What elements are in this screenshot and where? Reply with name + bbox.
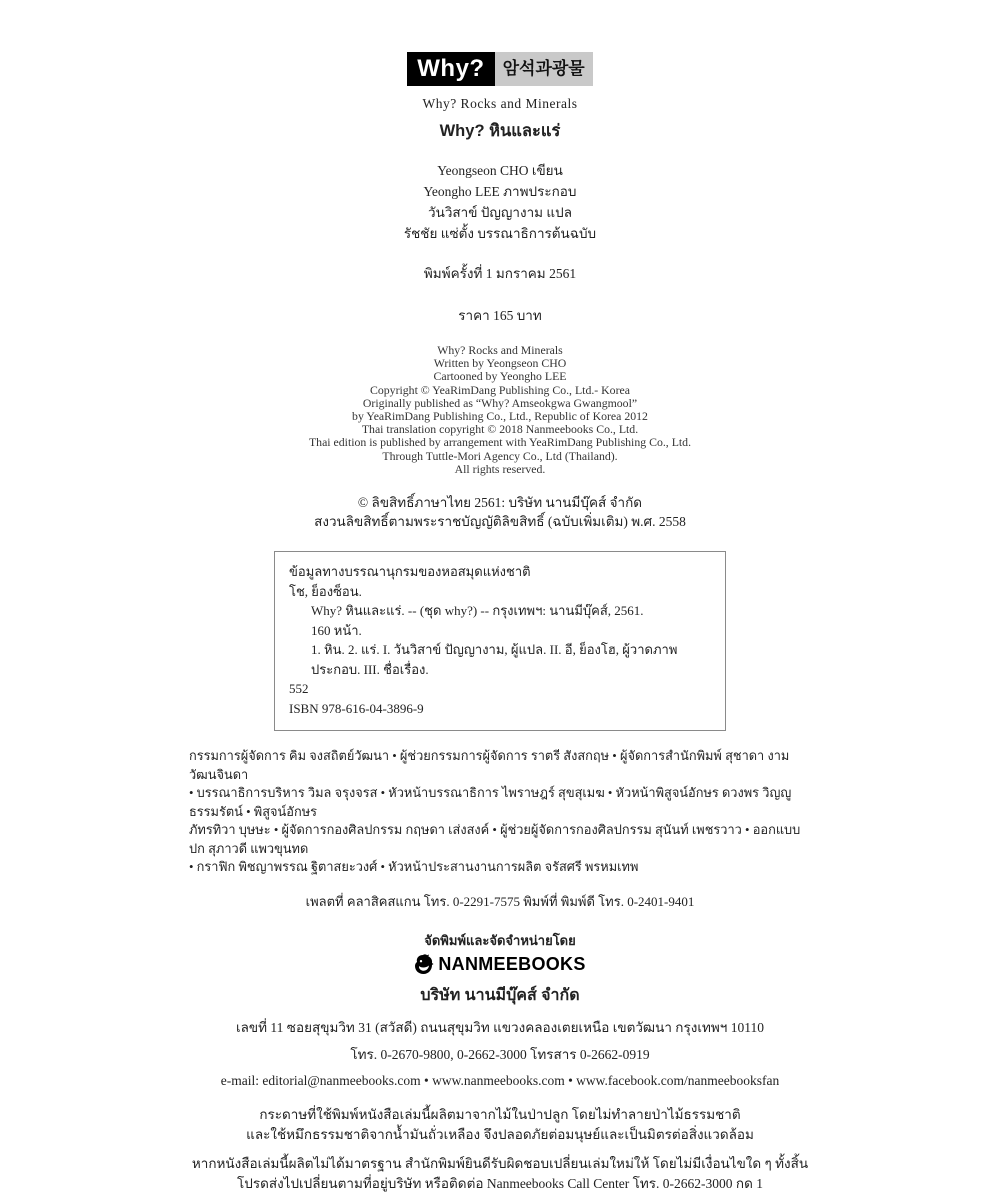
credit-author: Yeongseon CHO เขียน bbox=[437, 163, 563, 178]
copyright-en-line: Why? Rocks and Minerals bbox=[437, 343, 563, 357]
paper-note-line: กระดาษที่ใช้พิมพ์หนังสือเล่มนี้ผลิตมาจากไม้ในป่าปลูก โดยไม่ทำลายป่าไม้ธรรมชาติ bbox=[259, 1106, 741, 1122]
staff-credits bbox=[189, 747, 811, 877]
copyright-en-line: Copyright © YeaRimDang Publishing Co., Ltd.- Korea bbox=[370, 382, 630, 397]
guarantee-note bbox=[0, 1154, 1000, 1194]
why-logo-korean-text: 암석과광물 bbox=[495, 52, 593, 86]
copyright-th-line: สงวนลิขสิทธิ์ตามพระราชบัญญัติลิขสิทธิ์ (ฉบับเพิ่มเติม) พ.ศ. 2558 bbox=[314, 514, 686, 530]
cip-ddc-number: 552 bbox=[289, 681, 309, 697]
copyright-en-line: by YeaRimDang Publishing Co., Ltd., Republic of Korea 2012 bbox=[352, 409, 648, 424]
publisher-phone: โทร. 0-2670-9800, 0-2662-3000 โทรสาร 0-2662-0919 bbox=[350, 1046, 650, 1062]
credit-illustrator: Yeongho LEE ภาพประกอบ bbox=[423, 184, 577, 199]
credit-original-editor: รัชชัย แซ่ตั้ง บรรณาธิการต้นฉบับ bbox=[403, 226, 597, 241]
paper-note bbox=[0, 1105, 1000, 1145]
price-info: ราคา 165 บาท bbox=[458, 308, 542, 323]
contributor-credits bbox=[0, 160, 1000, 244]
cip-title-line: Why? หินและแร่. -- (ชุด why?) -- กรุงเทพฯ: นานมีบุ๊คส์, 2561. bbox=[311, 603, 644, 619]
nanmeebooks-logo-text: NANMEEBOOKS bbox=[438, 953, 586, 974]
copyright-block-english bbox=[0, 344, 1000, 476]
cip-subject-tracing: 1. หิน. 2. แร่. I. วันวิสาข์ ปัญญางาม, ผู้แปล. II. อี, ย็องโฮ, ผู้วาดภาพประกอบ. III. ชื่อเรื่อง. bbox=[311, 642, 678, 677]
cip-page-count: 160 หน้า. bbox=[311, 622, 362, 638]
why-logo-text: Why? bbox=[407, 52, 494, 86]
staff-credits-line: กรรมการผู้จัดการ คิม จงสถิตย์วัฒนา • ผู้ช่วยกรรมการผู้จัดการ ราตรี สังสกฤษ • ผู้จัดการสำนักพิมพ์ สุชาดา งามวัฒนจินดา bbox=[189, 749, 790, 782]
book-title-english: Why? Rocks and Minerals bbox=[422, 96, 578, 111]
copyright-en-line: Thai edition is published by arrangement with YeaRimDang Publishing Co., Ltd. bbox=[308, 435, 692, 450]
nanmeebooks-logo-icon bbox=[414, 954, 434, 975]
production-info: เพลตที่ คลาสิคสแกน โทร. 0-2291-7575 พิมพ์ที่ พิมพ์ดี โทร. 0-2401-9401 bbox=[305, 893, 695, 909]
copyright-en-line: Through Tuttle-Mori Agency Co., Ltd (Thailand). bbox=[382, 448, 618, 463]
copyright-en-line: Thai translation copyright © 2018 Nanmeebooks Co., Ltd. bbox=[361, 422, 639, 437]
copyright-en-line: Cartooned by Yeongho LEE bbox=[433, 369, 567, 384]
guarantee-note-line: โปรดส่งไปเปลี่ยนตามที่อยู่บริษัท หรือติดต่อ Nanmeebooks Call Center โทร. 0-2662-3000 กด 1 bbox=[237, 1175, 763, 1191]
staff-credits-line: • กราฟิก พิชญาพรรณ ฐิตาสยะวงศ์ • หัวหน้าประสานงานการผลิต จรัสศรี พรหมเทพ bbox=[189, 860, 639, 875]
copyright-en-line: Written by Yeongseon CHO bbox=[433, 356, 567, 371]
copyright-block-thai bbox=[0, 493, 1000, 531]
published-by-label: จัดพิมพ์และจัดจำหน่ายโดย bbox=[424, 932, 576, 948]
cip-author: โช, ย็องซ็อน. bbox=[289, 583, 362, 599]
book-title-thai: Why? หินและแร่ bbox=[439, 122, 561, 140]
copyright-th-line: © ลิขสิทธิ์ภาษาไทย 2561: บริษัท นานมีบุ๊คส์ จำกัด bbox=[357, 495, 643, 511]
publisher-company-name: บริษัท นานมีบุ๊คส์ จำกัด bbox=[420, 986, 580, 1004]
staff-credits-line: ภัทรทิวา บุษษะ • ผู้จัดการกองศิลปกรรม กฤษดา เส่งสงค์ • ผู้ช่วยผู้จัดการกองศิลปกรรม สุนันท์ เพชรวาว • ออกแบบปก สุภาวดี แพวขุนทด bbox=[189, 823, 801, 856]
copyright-en-line: All rights reserved. bbox=[454, 461, 546, 476]
edition-info: พิมพ์ครั้งที่ 1 มกราคม 2561 bbox=[423, 266, 577, 281]
credit-translator: วันวิสาข์ ปัญญางาม แปล bbox=[428, 205, 572, 220]
paper-note-line: และใช้หมึกธรรมชาติจากน้ำมันถั่วเหลือง จึงปลอดภัยต่อมนุษย์และเป็นมิตรต่อสิ่งแวดล้อม bbox=[246, 1126, 754, 1142]
nanmeebooks-logo bbox=[414, 954, 585, 975]
guarantee-note-line: หากหนังสือเล่มนี้ผลิตไม่ได้มาตรฐาน สำนักพิมพ์ยินดีรับผิดชอบเปลี่ยนเล่มใหม่ให้ โดยไม่มีเงื่อนไขใด ๆ ทั้งสิ้น bbox=[191, 1155, 809, 1171]
publisher-address: เลขที่ 11 ซอยสุขุมวิท 31 (สวัสดี) ถนนสุขุมวิท แขวงคลองเตยเหนือ เขตวัฒนา กรุงเทพฯ 10110 bbox=[236, 1019, 764, 1035]
publisher-email-web: e-mail: editorial@nanmeebooks.com • www.nanmeebooks.com • www.facebook.com/nanmeebooksfan bbox=[220, 1072, 780, 1088]
cip-heading: ข้อมูลทางบรรณานุกรมของหอสมุดแห่งชาติ bbox=[289, 564, 531, 580]
cip-isbn: ISBN 978-616-04-3896-9 bbox=[289, 700, 424, 716]
cip-data-box bbox=[274, 551, 726, 731]
staff-credits-line: • บรรณาธิการบริหาร วิมล จรุงจรส • หัวหน้าบรรณาธิการ ไพราษฎร์ สุขสุเมฆ • หัวหน้าพิสูจน์อักษร ดวงพร วิญญูธรรมรัตน์ • พิสูจน์อักษร bbox=[189, 786, 792, 819]
copyright-en-line: Originally published as “Why? Amseokgwa Gwangmool” bbox=[362, 395, 638, 410]
why-series-logo bbox=[407, 52, 592, 86]
